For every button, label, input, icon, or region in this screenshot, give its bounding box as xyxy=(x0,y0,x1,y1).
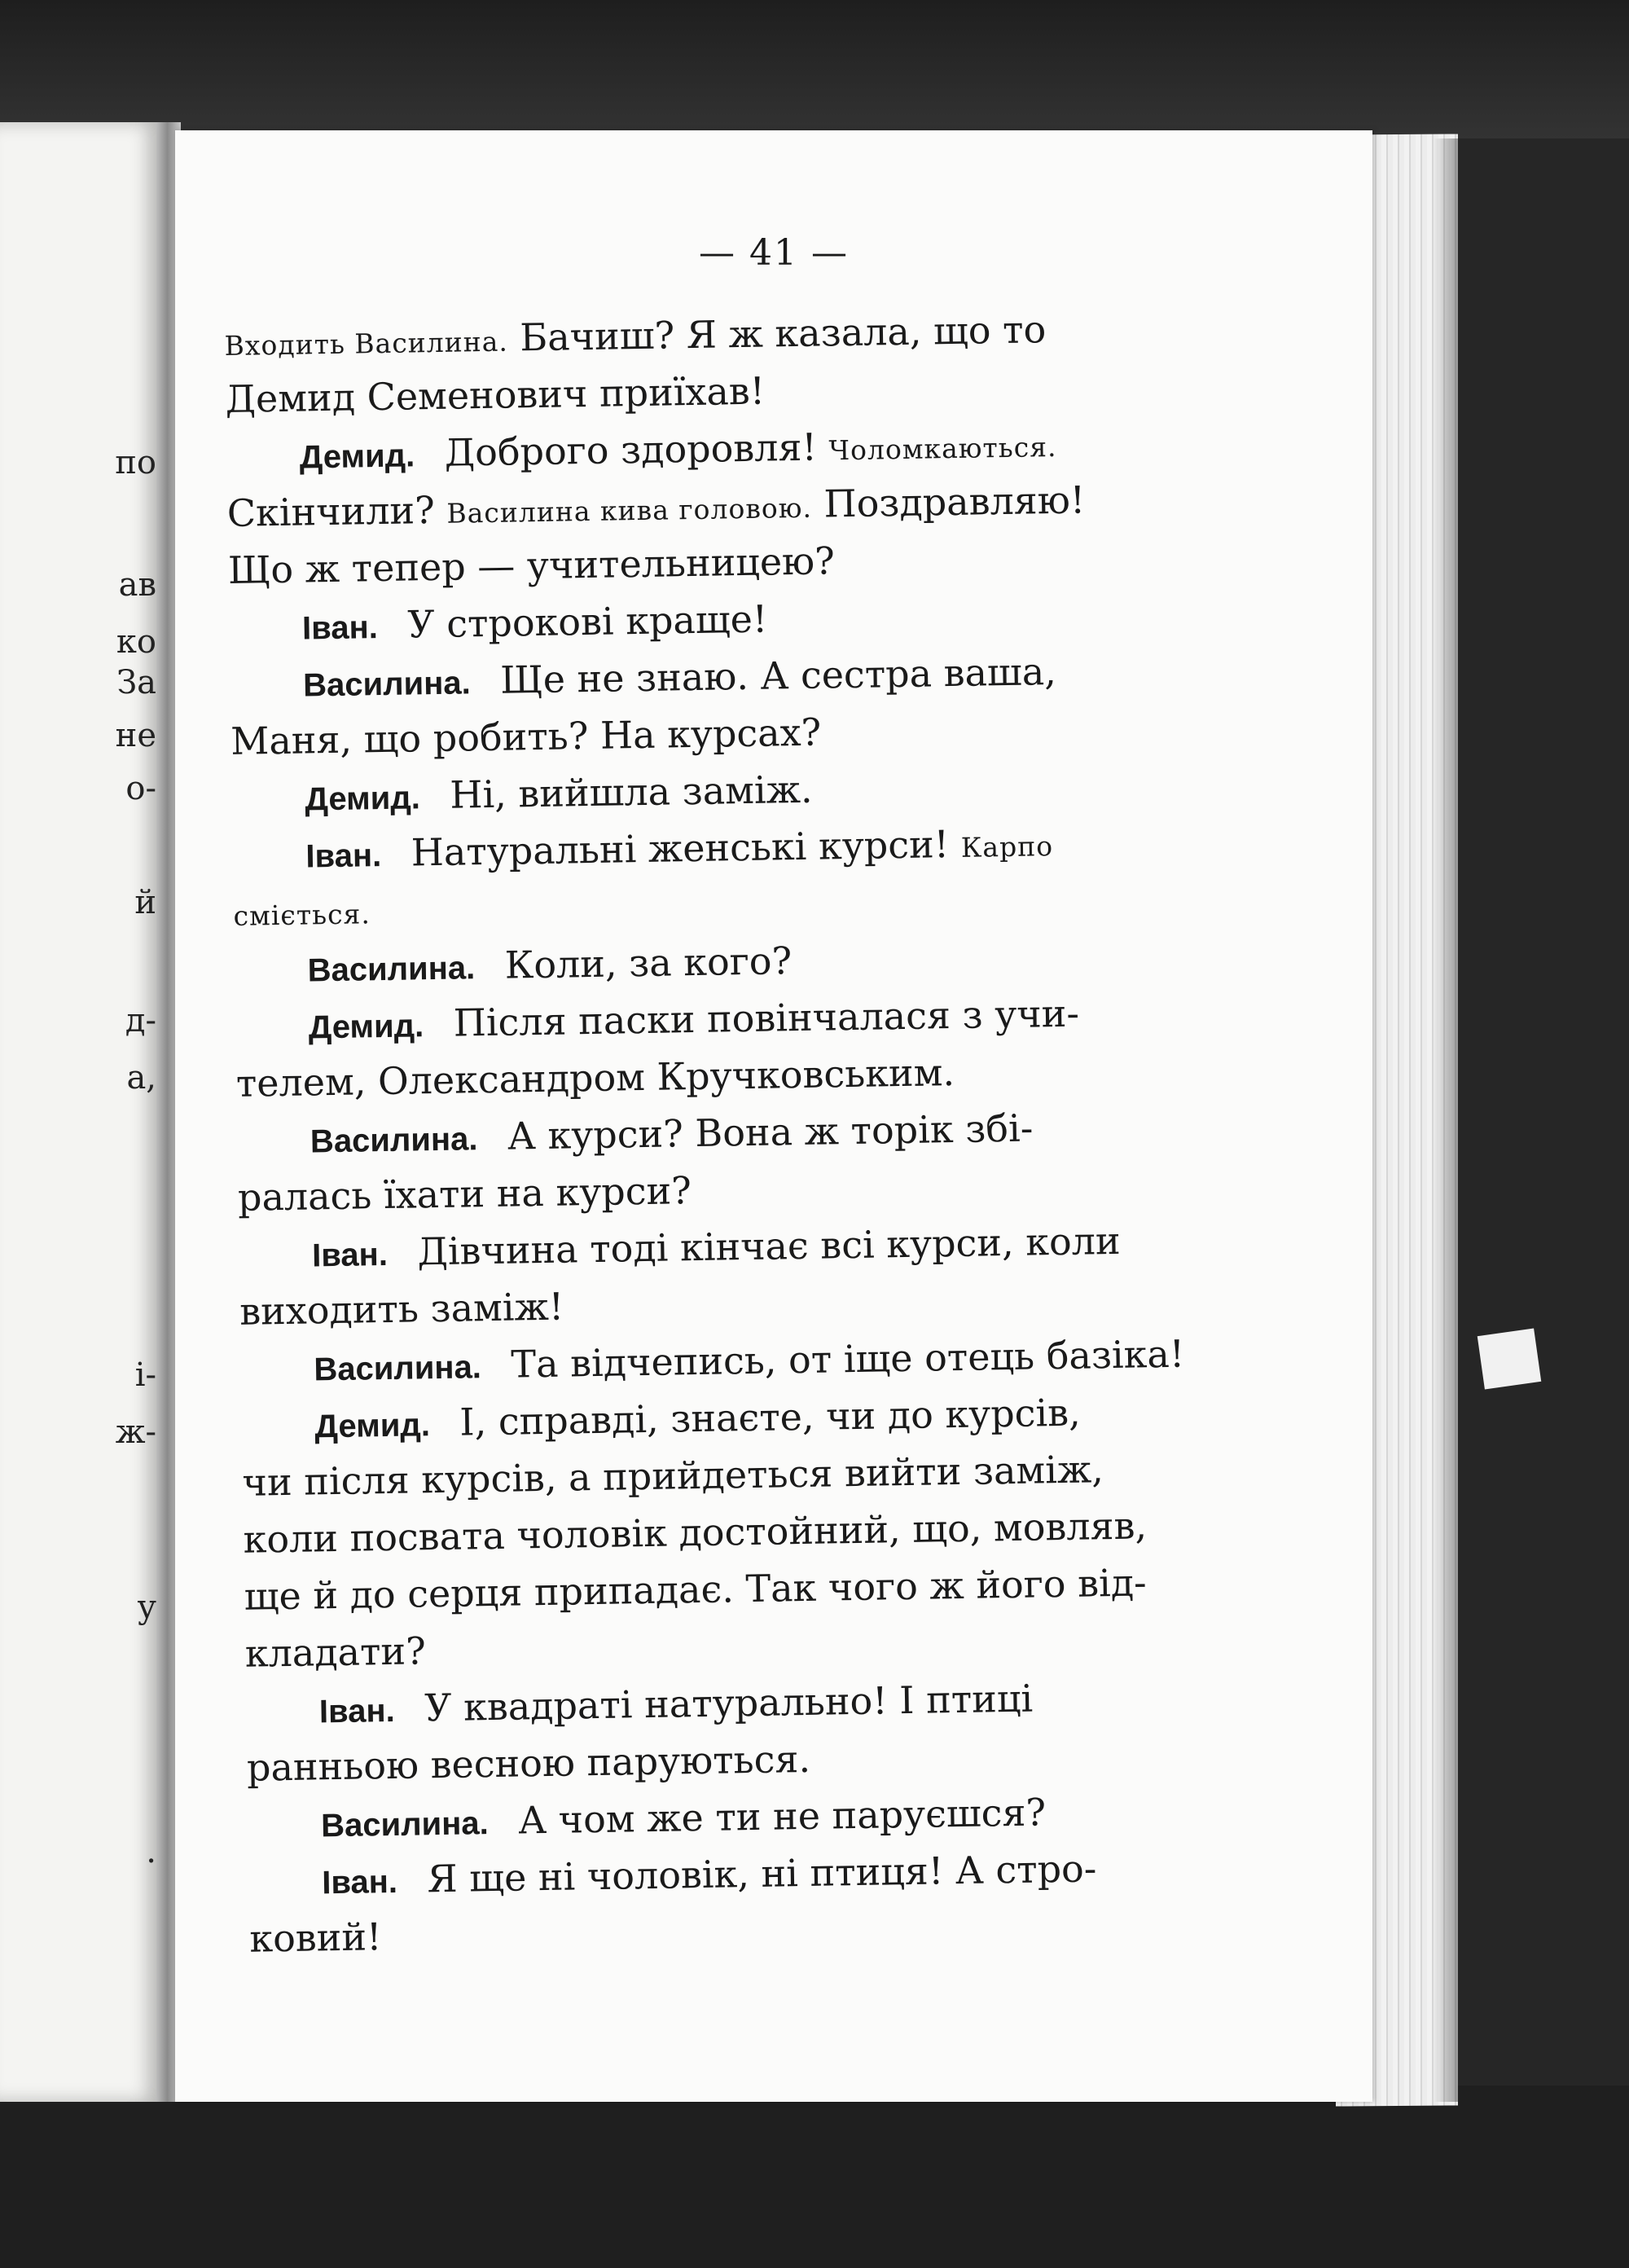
dialogue-text: Поздравляю! xyxy=(823,477,1086,526)
dialogue-text: Дівчина тоді кінчає всі курси, коли xyxy=(417,1218,1121,1274)
left-page-fragment: д- xyxy=(125,1002,156,1040)
dialogue-text: ралась їхати на курси? xyxy=(237,1168,692,1220)
speaker-name: Іван. xyxy=(305,837,382,875)
scan-top-strip xyxy=(0,0,1629,138)
stage-direction: Карпо xyxy=(960,830,1054,864)
dialogue-text: Ще не знаю. А сестра ваша, xyxy=(499,649,1057,702)
scan-bottom-area xyxy=(0,2086,1629,2268)
speaker-name: Василина. xyxy=(310,1121,478,1160)
left-page-fragment: по xyxy=(115,444,156,481)
stage-direction: Чоломкаються. xyxy=(828,430,1057,467)
speaker-name: Василина. xyxy=(320,1805,489,1844)
dialogue-text: Маня, що робить? На курсах? xyxy=(230,710,822,763)
book-page xyxy=(175,130,1372,2102)
dialogue-text: У строкові краще! xyxy=(406,596,768,647)
speaker-name: Василина. xyxy=(302,665,472,704)
dialogue-text: ще й до серця припадає. Так чого ж його від- xyxy=(244,1560,1148,1619)
dialogue-text: Я ще ні чоловік, ні птиця! А стро- xyxy=(427,1846,1097,1901)
dialogue-text: коли посвата чоловік достойний, що, мовляв, xyxy=(243,1503,1148,1562)
dialogue-text: Що ж тепер — учительницею? xyxy=(227,538,836,592)
left-page-fragment: й xyxy=(134,884,156,921)
left-page-fragment: і- xyxy=(134,1356,156,1394)
dialogue-text: кладати? xyxy=(244,1628,427,1676)
dialogue-text: Скінчили? xyxy=(226,487,436,535)
speaker-name: Іван. xyxy=(301,609,379,647)
speaker-name: Демид. xyxy=(299,437,415,476)
left-page-fragment: не xyxy=(115,717,156,754)
dialogue-text: Бачиш? Я ж казала, що то xyxy=(519,307,1047,360)
dialogue-text: У квадраті натурально! І птиці xyxy=(424,1676,1034,1730)
dialogue-text: Після паски повінчалася з учи- xyxy=(453,991,1080,1045)
dialogue-text: Натуральні женські курси! xyxy=(411,822,950,875)
page-text xyxy=(224,297,1350,1967)
speaker-name: Демид. xyxy=(308,1008,424,1046)
page-number: — 41 — xyxy=(699,232,849,274)
dialogue-text: І, справді, знаєте, чи до курсів, xyxy=(459,1390,1082,1444)
paper-scrap xyxy=(1478,1328,1542,1389)
dialogue-text: телем, Олександром Кручковським. xyxy=(235,1050,955,1105)
speaker-name: Іван. xyxy=(311,1236,389,1274)
dialogue-text: Доброго здоровля! xyxy=(444,424,818,475)
speaker-name: Василина. xyxy=(307,950,476,989)
dialogue-text: Ні, вийшла заміж. xyxy=(449,767,813,817)
stage-direction: сміється. xyxy=(233,898,371,932)
left-page-fragment: о- xyxy=(125,770,156,807)
left-page-fragment: За xyxy=(116,664,156,701)
speaker-name: Іван. xyxy=(321,1863,398,1901)
dialogue-text: А курси? Вона ж торік збі- xyxy=(507,1105,1034,1158)
page-edges-shadow xyxy=(1434,138,1458,2102)
dialogue-text: Та відчепись, от іще отець базіка! xyxy=(511,1331,1185,1387)
dialogue-text: Демид Семенович приїхав! xyxy=(225,368,766,421)
dialogue-text: Коли, за кого? xyxy=(504,938,793,987)
speaker-name: Іван. xyxy=(318,1692,396,1730)
speaker-name: Демид. xyxy=(305,780,421,818)
dialogue-text: ковий! xyxy=(248,1914,382,1961)
dialogue-text: А чом же ти не паруєшся? xyxy=(517,1790,1047,1843)
stage-direction: Василина кива головою. xyxy=(446,491,813,530)
left-page-fragment: а, xyxy=(126,1059,156,1097)
stage-direction: Входить Василина. xyxy=(224,325,509,362)
speaker-name: Василина. xyxy=(314,1349,482,1388)
left-page-fragment: у xyxy=(137,1589,156,1626)
speaker-name: Демид. xyxy=(314,1407,431,1445)
dialogue-text: ранньою весною паруються. xyxy=(246,1736,811,1790)
dialogue-text: чи після курсів, а прийдеться вийти заміж, xyxy=(242,1447,1104,1505)
left-page-fragment: ав xyxy=(118,566,156,604)
left-page-fragment: ко xyxy=(116,623,156,661)
left-page-fragment: ж- xyxy=(115,1413,156,1451)
facing-left-page xyxy=(0,122,163,2102)
dialogue-text: виходить заміж! xyxy=(239,1284,564,1334)
left-page-fragment: . xyxy=(146,1833,156,1870)
